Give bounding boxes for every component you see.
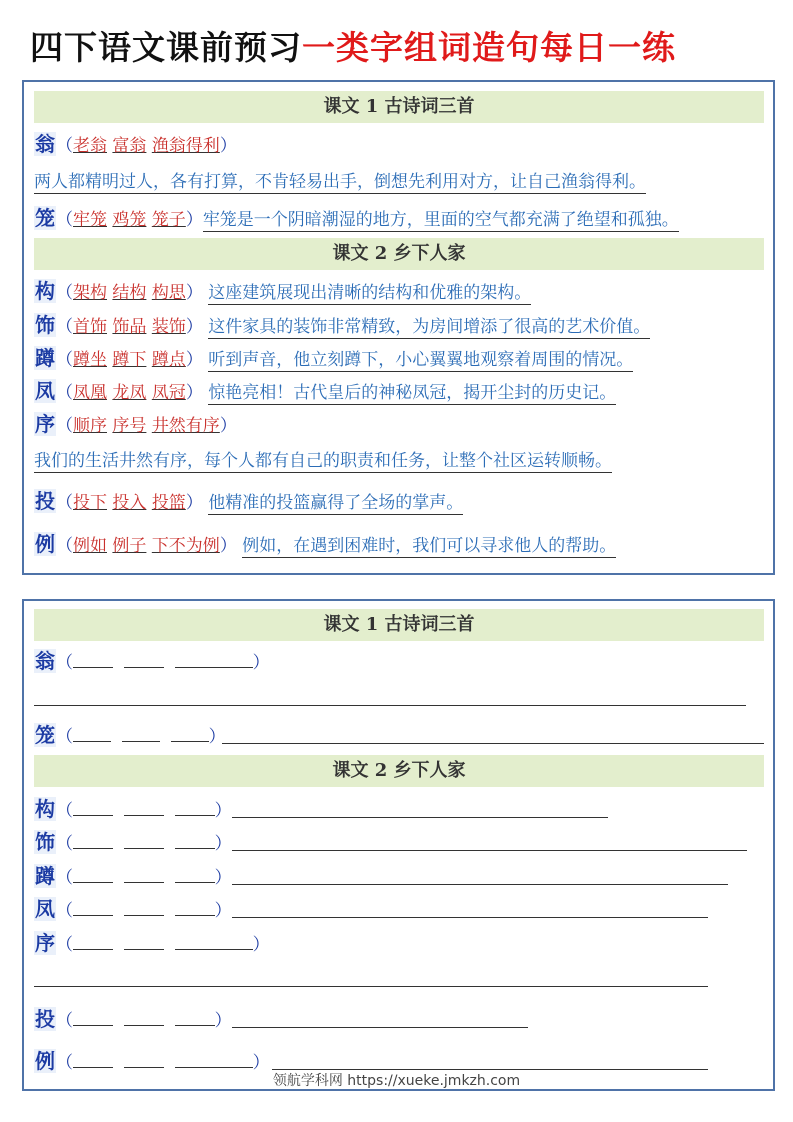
word: 架构	[73, 283, 107, 303]
practice-row-tou: 投（ ）	[35, 1007, 232, 1031]
word: 老翁	[73, 136, 107, 156]
word: 蹲坐	[73, 350, 107, 370]
word: 蹲点	[151, 350, 186, 370]
sentence-weng: 两人都精明过人，各有打算，不肯轻易出手，倒想先利用对方，让自己渔翁得利。	[34, 172, 646, 192]
word-blank[interactable]	[124, 931, 164, 950]
word: 龙凤	[112, 383, 147, 403]
row-li: 例（例如 例子 下不为例） 例如，在遇到困难时，我们可以寻求他人的帮助。	[35, 532, 617, 556]
word: 笼子	[151, 210, 186, 230]
sentence-shi: 这件家具的装饰非常精致，为房间增添了很高的艺术价值。	[208, 317, 651, 337]
word: 蹲下	[112, 350, 147, 370]
word-blank[interactable]	[73, 649, 113, 668]
word-blank[interactable]	[73, 1049, 113, 1068]
word: 结构	[112, 283, 147, 303]
practice-row-feng: 凤（ ）	[35, 897, 232, 921]
footer-watermark: 领航学科网 https://xueke.jmkzh.com	[272, 1073, 521, 1089]
word: 饰品	[112, 317, 147, 337]
word-blank[interactable]	[124, 649, 164, 668]
sentence-line[interactable]	[222, 743, 764, 744]
word-blank[interactable]	[73, 1007, 113, 1026]
practice-row-li: 例（ ）	[35, 1049, 270, 1073]
practice-char-feng: 凤	[35, 897, 55, 921]
word-blank[interactable]	[124, 797, 164, 816]
practice-row-shi: 饰（ ）	[35, 830, 232, 854]
word-blank[interactable]	[73, 864, 113, 883]
word-blank[interactable]	[175, 1007, 215, 1026]
practice-char-long: 笼	[35, 723, 55, 747]
word: 首饰	[73, 317, 107, 337]
sentence-line[interactable]	[34, 705, 746, 706]
word-blank[interactable]	[124, 830, 164, 849]
char-tou: 投	[35, 489, 55, 513]
word: 构思	[151, 283, 186, 303]
word-blank[interactable]	[124, 1049, 164, 1068]
word-blank[interactable]	[175, 864, 215, 883]
sentence-line[interactable]	[232, 1027, 528, 1028]
practice-row-xu: 序（ ）	[35, 931, 270, 955]
sentence-weng-row	[34, 170, 646, 194]
sentence-line[interactable]	[34, 986, 708, 987]
sentence-gou: 这座建筑展现出清晰的结构和优雅的架构。	[208, 283, 532, 303]
practice-row-weng: 翁（ ）	[35, 649, 270, 673]
practice-char-shi: 饰	[35, 830, 55, 854]
row-weng: 翁（老翁 富翁 渔翁得利）	[35, 132, 237, 156]
char-long: 笼	[35, 206, 55, 230]
word: 装饰	[151, 317, 186, 337]
title-part1: 四下语文课前预习	[30, 28, 302, 67]
word-blank[interactable]	[175, 931, 253, 950]
word: 富翁	[112, 136, 147, 156]
word-blank[interactable]	[175, 897, 215, 916]
practice-lesson1-band: 课文 1 古诗词三首	[34, 609, 764, 641]
word: 凤冠	[151, 383, 186, 403]
word: 鸡笼	[112, 210, 147, 230]
practice-lesson2-band: 课文 2 乡下人家	[34, 755, 764, 787]
word: 渔翁得利	[151, 136, 220, 156]
row-tou: 投（投下 投入 投篮） 他精准的投篮赢得了全场的掌声。	[35, 489, 464, 513]
word-blank[interactable]	[73, 797, 113, 816]
practice-char-xu: 序	[35, 931, 55, 955]
word-blank[interactable]	[73, 897, 113, 916]
word: 序号	[112, 416, 147, 436]
sentence-long: 牢笼是一个阴暗潮湿的地方，里面的空气都充满了绝望和孤独。	[202, 210, 679, 230]
word-blank[interactable]	[122, 723, 160, 742]
word: 例如	[73, 536, 107, 556]
practice-char-weng: 翁	[35, 649, 55, 673]
word-blank[interactable]	[171, 723, 209, 742]
title-part2: 一类字组词造句每日一练	[302, 28, 676, 67]
sentence-line[interactable]	[232, 850, 747, 851]
row-xu: 序（顺序 序号 井然有序）	[35, 412, 237, 436]
word: 投下	[73, 493, 107, 513]
sentence-feng: 惊艳亮相！古代皇后的神秘凤冠，揭开尘封的历史记。	[208, 383, 617, 403]
practice-char-tou: 投	[35, 1007, 55, 1031]
word-blank[interactable]	[124, 1007, 164, 1026]
lesson2-band: 课文 2 乡下人家	[34, 238, 764, 270]
page-title	[30, 22, 676, 74]
sentence-line[interactable]	[232, 917, 708, 918]
row-gou: 构（架构 结构 构思） 这座建筑展现出清晰的结构和优雅的架构。	[35, 279, 532, 303]
sentence-line[interactable]	[232, 817, 608, 818]
sentence-dun: 听到声音，他立刻蹲下，小心翼翼地观察着周围的情况。	[208, 350, 634, 370]
practice-row-gou: 构（ ）	[35, 797, 232, 821]
sentence-line[interactable]	[232, 884, 728, 885]
word-blank[interactable]	[73, 723, 111, 742]
sentence-tou: 他精准的投篮赢得了全场的掌声。	[208, 493, 464, 513]
practice-row-dun: 蹲（ ）	[35, 864, 232, 888]
word: 凤凰	[73, 383, 107, 403]
practice-char-li: 例	[35, 1049, 55, 1073]
word: 井然有序	[151, 416, 220, 436]
word-blank[interactable]	[175, 830, 215, 849]
word: 投篮	[151, 493, 186, 513]
char-shi: 饰	[35, 313, 55, 337]
word: 下不为例	[151, 536, 220, 556]
word-blank[interactable]	[124, 864, 164, 883]
sentence-li: 例如，在遇到困难时，我们可以寻求他人的帮助。	[242, 536, 617, 556]
char-weng: 翁	[35, 132, 55, 156]
lesson1-band: 课文 1 古诗词三首	[34, 91, 764, 123]
char-feng: 凤	[35, 379, 55, 403]
word-blank[interactable]	[73, 830, 113, 849]
char-li: 例	[35, 532, 55, 556]
row-feng: 凤（凤凰 龙凤 凤冠） 惊艳亮相！古代皇后的神秘凤冠，揭开尘封的历史记。	[35, 379, 617, 403]
sentence-xu: 我们的生活井然有序，每个人都有自己的职责和任务，让整个社区运转顺畅。	[34, 451, 612, 471]
row-dun: 蹲（蹲坐 蹲下 蹲点） 听到声音，他立刻蹲下，小心翼翼地观察着周围的情况。	[35, 346, 634, 370]
word-blank[interactable]	[175, 797, 215, 816]
word-blank[interactable]	[124, 897, 164, 916]
word: 牢笼	[73, 210, 107, 230]
word-blank[interactable]	[73, 931, 113, 950]
word: 例子	[112, 536, 147, 556]
word: 投入	[112, 493, 147, 513]
word: 顺序	[73, 416, 107, 436]
row-shi: 饰（首饰 饰品 装饰） 这件家具的装饰非常精致，为房间增添了很高的艺术价值。	[35, 313, 651, 337]
char-dun: 蹲	[35, 346, 55, 370]
row-long: 笼（牢笼 鸡笼 笼子）牢笼是一个阴暗潮湿的地方，里面的空气都充满了绝望和孤独。	[35, 206, 679, 230]
practice-char-gou: 构	[35, 797, 55, 821]
char-gou: 构	[35, 279, 55, 303]
word-blank[interactable]	[175, 649, 253, 668]
sentence-xu-row	[34, 449, 612, 473]
word-blank[interactable]	[175, 1049, 253, 1068]
practice-char-dun: 蹲	[35, 864, 55, 888]
practice-row-long: 笼（ ）	[35, 723, 226, 747]
char-xu: 序	[35, 412, 55, 436]
